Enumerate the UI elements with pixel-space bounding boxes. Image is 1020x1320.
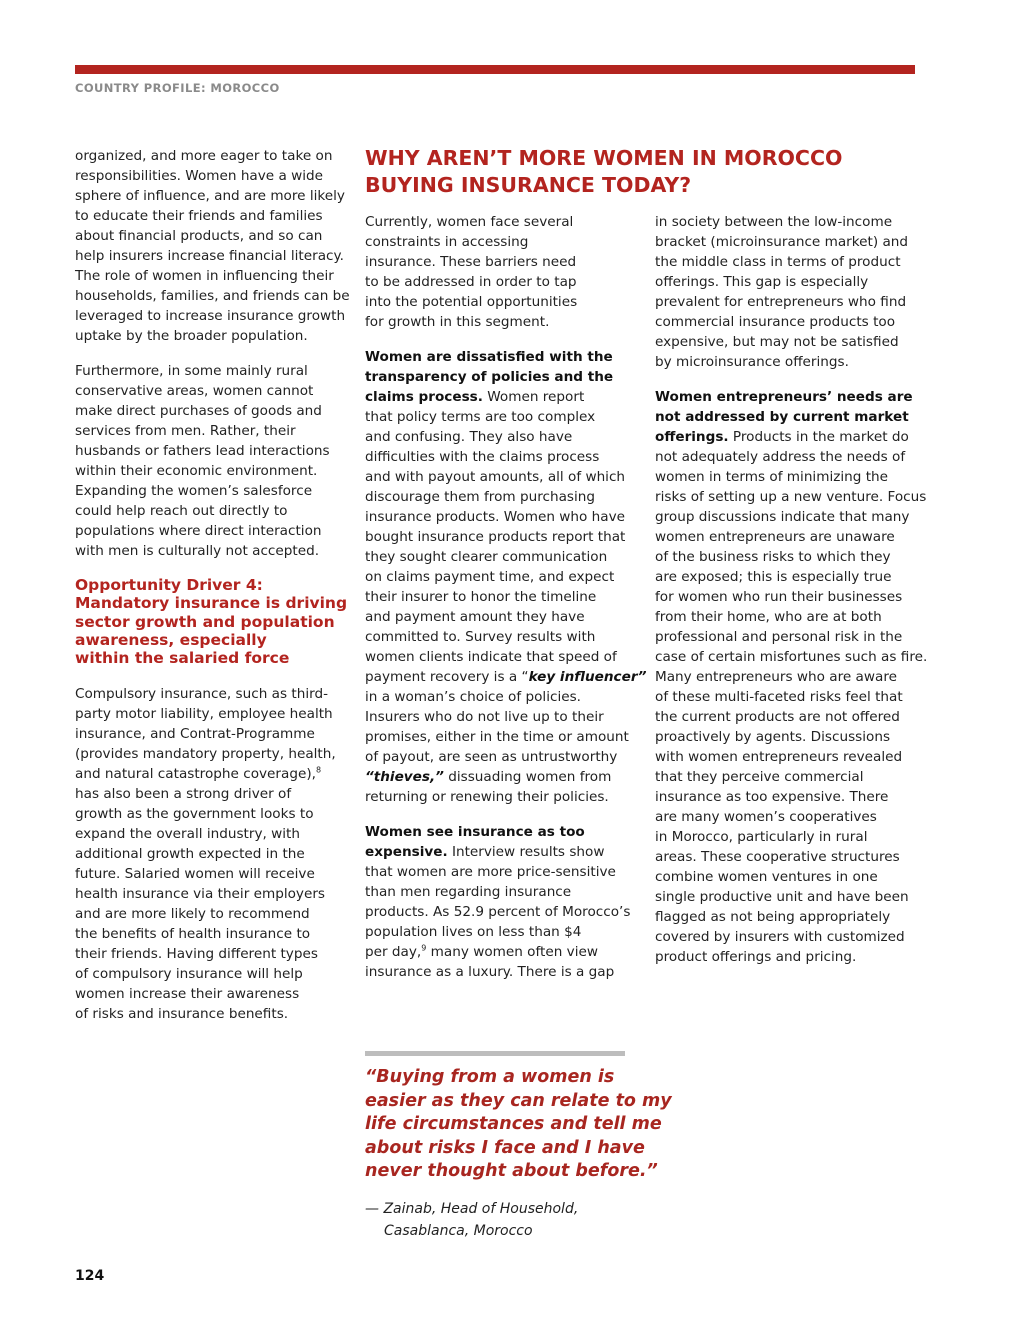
text-line: not adequately address the needs of <box>655 449 906 465</box>
text-line: and payment amount they have <box>365 609 585 625</box>
text-line: husbands or fathers lead interactions <box>75 443 330 459</box>
footnote-ref: 9 <box>421 943 427 953</box>
text-line: awareness, especially <box>75 630 267 649</box>
text-line: constraints in accessing <box>365 234 529 250</box>
text-line: case of certain misfortunes such as fire. <box>655 649 928 665</box>
text-line: flagged as not being appropriately <box>655 909 891 925</box>
text-line: (provides mandatory property, health, <box>75 746 336 763</box>
text-line: never thought about before.” <box>365 1161 658 1181</box>
text-line: could help reach out directly to <box>75 503 288 519</box>
emphasis-text: Women are dissatisfied with the <box>365 349 613 365</box>
text-line: Mandatory insurance is driving <box>75 594 348 613</box>
pull-quote-attribution <box>365 1198 578 1242</box>
text-line: professional and personal risk in the <box>655 629 903 645</box>
text-line: bought insurance products report that <box>365 529 626 545</box>
text-line: prevalent for entrepreneurs who find <box>655 294 907 310</box>
text-line: women entrepreneurs are unaware <box>655 529 895 545</box>
text-line: households, families, and friends can be <box>75 288 350 304</box>
text-line: The role of women in influencing their <box>75 268 334 284</box>
text-line: insurance products. Women who have <box>365 509 626 525</box>
text-run: many women often view <box>426 944 598 960</box>
text-line <box>365 942 640 962</box>
text-line: leveraged to increase insurance growth <box>75 308 346 324</box>
text-line: about risks I face and I have <box>365 1137 645 1158</box>
text-line: Compulsory insurance, such as third- <box>75 686 328 703</box>
attribution-name: — Zainab, Head of Household, <box>365 1201 579 1217</box>
left-column <box>75 146 350 1039</box>
text-line: Currently, women face several <box>365 214 574 230</box>
text-line: insurance. These barriers need <box>365 254 577 270</box>
paragraph <box>655 387 930 967</box>
text-line <box>655 427 930 447</box>
emphasis-text: Women entrepreneurs’ needs are <box>655 389 913 405</box>
text-line: of risks and insurance benefits. <box>75 1006 289 1023</box>
text-line: single productive unit and have been <box>655 889 909 905</box>
text-line: into the potential opportunities <box>365 294 578 310</box>
text-line: expand the overall industry, with <box>75 826 301 843</box>
text-line: on claims payment time, and expect <box>365 569 615 585</box>
text-line: Opportunity Driver 4: <box>75 576 263 594</box>
left-paragraphs <box>75 146 350 561</box>
text-line: discourage them from purchasing <box>365 489 596 505</box>
opportunity-driver-subheading <box>75 576 350 667</box>
text-line: insurance as too expensive. There <box>655 789 889 805</box>
text-line: areas. These cooperative structures <box>655 849 900 865</box>
text-line: services from men. Rather, their <box>75 423 296 439</box>
emphasis-text: Women see insurance as too <box>365 824 585 840</box>
text-line: than men regarding insurance <box>365 884 572 900</box>
text-line: health insurance via their employers <box>75 886 326 903</box>
text-line: Insurers who do not live up to their <box>365 709 604 725</box>
text-line: WHY AREN’T MORE WOMEN IN MOROCCO <box>365 146 843 170</box>
paragraph <box>75 684 350 1024</box>
text-line: has also been a strong driver of <box>75 786 292 803</box>
text-line <box>655 387 930 407</box>
header-accent-bar <box>75 65 915 74</box>
text-line: life circumstances and tell me <box>365 1114 662 1134</box>
middle-column <box>365 212 647 997</box>
text-line <box>365 347 640 367</box>
text-line: organized, and more eager to take on <box>75 148 333 164</box>
text-line: returning or renewing their policies. <box>365 789 609 805</box>
emphasis-text: transparency of policies and the <box>365 369 614 385</box>
text-line: commercial insurance products too <box>655 314 896 330</box>
page-number: 124 <box>75 1268 105 1284</box>
text-line: BUYING INSURANCE TODAY? <box>365 173 692 197</box>
text-line: of compulsory insurance will help <box>75 966 303 983</box>
left-paragraphs-after <box>75 684 350 1024</box>
text-line <box>655 407 930 427</box>
text-line <box>75 764 350 784</box>
text-line: population lives on less than $4 <box>365 924 582 940</box>
text-line: uptake by the broader population. <box>75 328 308 344</box>
text-line <box>365 667 647 687</box>
text-line <box>365 822 640 842</box>
paragraph <box>365 822 640 982</box>
text-line: that women are more price-sensitive <box>365 864 616 880</box>
text-line <box>365 767 640 787</box>
text-line: of payout, are seen as untrustworthy <box>365 749 618 765</box>
text-line: risks of setting up a new venture. Focus <box>655 489 927 505</box>
text-line <box>365 842 640 862</box>
text-line: women increase their awareness <box>75 986 300 1003</box>
text-line: of these multi-faceted risks feel that <box>655 689 903 705</box>
text-line: from their home, who are at both <box>655 609 882 625</box>
pull-quote-rule <box>365 1051 625 1056</box>
text-run: dissuading women from <box>443 769 612 785</box>
section-label: COUNTRY PROFILE: MOROCCO <box>75 81 280 95</box>
text-line: group discussions indicate that many <box>655 509 910 525</box>
text-line: sphere of influence, and are more likely <box>75 188 345 204</box>
text-line: women clients indicate that speed of <box>365 649 617 665</box>
right-column <box>655 212 930 982</box>
text-line: bracket (microinsurance market) and <box>655 234 909 250</box>
text-line: sector growth and population <box>75 612 335 631</box>
text-line: Expanding the women’s salesforce <box>75 483 313 499</box>
text-line: covered by insurers with customized <box>655 929 905 945</box>
text-line: insurance as a luxury. There is a gap <box>365 964 615 980</box>
text-line: proactively by agents. Discussions <box>655 729 891 745</box>
text-line: growth as the government looks to <box>75 806 314 823</box>
text-line: with women entrepreneurs revealed <box>655 749 903 765</box>
text-line: are many women’s cooperatives <box>655 809 877 825</box>
text-line: and confusing. They also have <box>365 429 573 445</box>
text-line: Furthermore, in some mainly rural <box>75 363 308 379</box>
text-line: combine women ventures in one <box>655 869 878 885</box>
footnote-ref: 8 <box>315 765 322 775</box>
text-line: for women who run their businesses <box>655 589 903 605</box>
paragraph <box>75 146 350 346</box>
text-line: party motor liability, employee health <box>75 706 333 723</box>
text-run: Women report <box>482 389 585 405</box>
text-line: committed to. Survey results with <box>365 629 596 645</box>
text-line: in a woman’s choice of policies. <box>365 689 581 705</box>
emphasis-text: key influencer” <box>528 669 647 685</box>
emphasis-text: not addressed by current market <box>655 409 909 425</box>
paragraph <box>365 212 640 332</box>
text-run: Products in the market do <box>728 429 909 445</box>
text-line: promises, either in the time or amount <box>365 729 629 745</box>
text-line: the current products are not offered <box>655 709 900 725</box>
paragraph <box>365 347 647 807</box>
text-line: products. As 52.9 percent of Morocco’s <box>365 904 631 920</box>
text-line: the middle class in terms of product <box>655 254 901 270</box>
text-line: additional growth expected in the <box>75 846 305 863</box>
text-line: make direct purchases of goods and <box>75 403 322 419</box>
text-line: of the business risks to which they <box>655 549 891 565</box>
text-line: difficulties with the claims process <box>365 449 600 465</box>
text-line: populations where direct interaction <box>75 523 322 539</box>
text-line: to be addressed in order to tap <box>365 274 577 290</box>
text-line: women in terms of minimizing the <box>655 469 889 485</box>
text-line: insurance, and Contrat-Programme <box>75 726 315 743</box>
text-line: with men is culturally not accepted. <box>75 543 320 559</box>
text-line: in Morocco, particularly in rural <box>655 829 868 845</box>
text-line: that they perceive commercial <box>655 769 864 785</box>
paragraph <box>655 212 930 372</box>
text-line: product offerings and pricing. <box>655 949 857 965</box>
text-line: easier as they can relate to my <box>365 1090 672 1111</box>
text-line: about financial products, and so can <box>75 228 323 244</box>
emphasis-text: “thieves,” <box>365 769 444 785</box>
text-line: to educate their friends and families <box>75 208 323 224</box>
text-line: and are more likely to recommend <box>75 906 310 923</box>
text-line: their insurer to honor the timeline <box>365 589 597 605</box>
text-run: payment recovery is a “ <box>365 669 529 685</box>
text-line: the benefits of health insurance to <box>75 926 311 943</box>
text-line: by microinsurance offerings. <box>655 354 849 370</box>
section-heading <box>365 145 842 199</box>
text-line: within the salaried force <box>75 649 290 668</box>
text-line: are exposed; this is especially true <box>655 569 892 585</box>
text-run: and natural catastrophe coverage), <box>75 766 316 783</box>
text-line: that policy terms are too complex <box>365 409 596 425</box>
text-line: future. Salaried women will receive <box>75 866 315 883</box>
emphasis-text: expensive. <box>365 844 448 860</box>
emphasis-text: offerings. <box>655 429 729 445</box>
text-line: offerings. This gap is especially <box>655 274 869 290</box>
paragraph <box>75 361 350 561</box>
text-line: “Buying from a women is <box>365 1067 615 1087</box>
text-line: Many entrepreneurs who are aware <box>655 669 897 685</box>
text-line: conservative areas, women cannot <box>75 383 314 399</box>
text-run: Interview results show <box>447 844 605 860</box>
text-line: expensive, but may not be satisfied <box>655 334 899 350</box>
text-line: within their economic environment. <box>75 463 318 479</box>
text-line: in society between the low-income <box>655 214 893 230</box>
pull-quote <box>365 1066 672 1184</box>
text-line <box>365 387 640 407</box>
text-line: they sought clearer communication <box>365 549 608 565</box>
text-line: and with payout amounts, all of which <box>365 469 626 485</box>
text-run: per day, <box>365 944 422 960</box>
attribution-location: Casablanca, Morocco <box>384 1223 533 1239</box>
text-line <box>365 367 640 387</box>
text-line: their friends. Having different types <box>75 946 318 963</box>
emphasis-text: claims process. <box>365 389 483 405</box>
text-line: responsibilities. Women have a wide <box>75 168 324 184</box>
text-line: help insurers increase financial literacy. <box>75 248 344 264</box>
text-line: for growth in this segment. <box>365 314 550 330</box>
